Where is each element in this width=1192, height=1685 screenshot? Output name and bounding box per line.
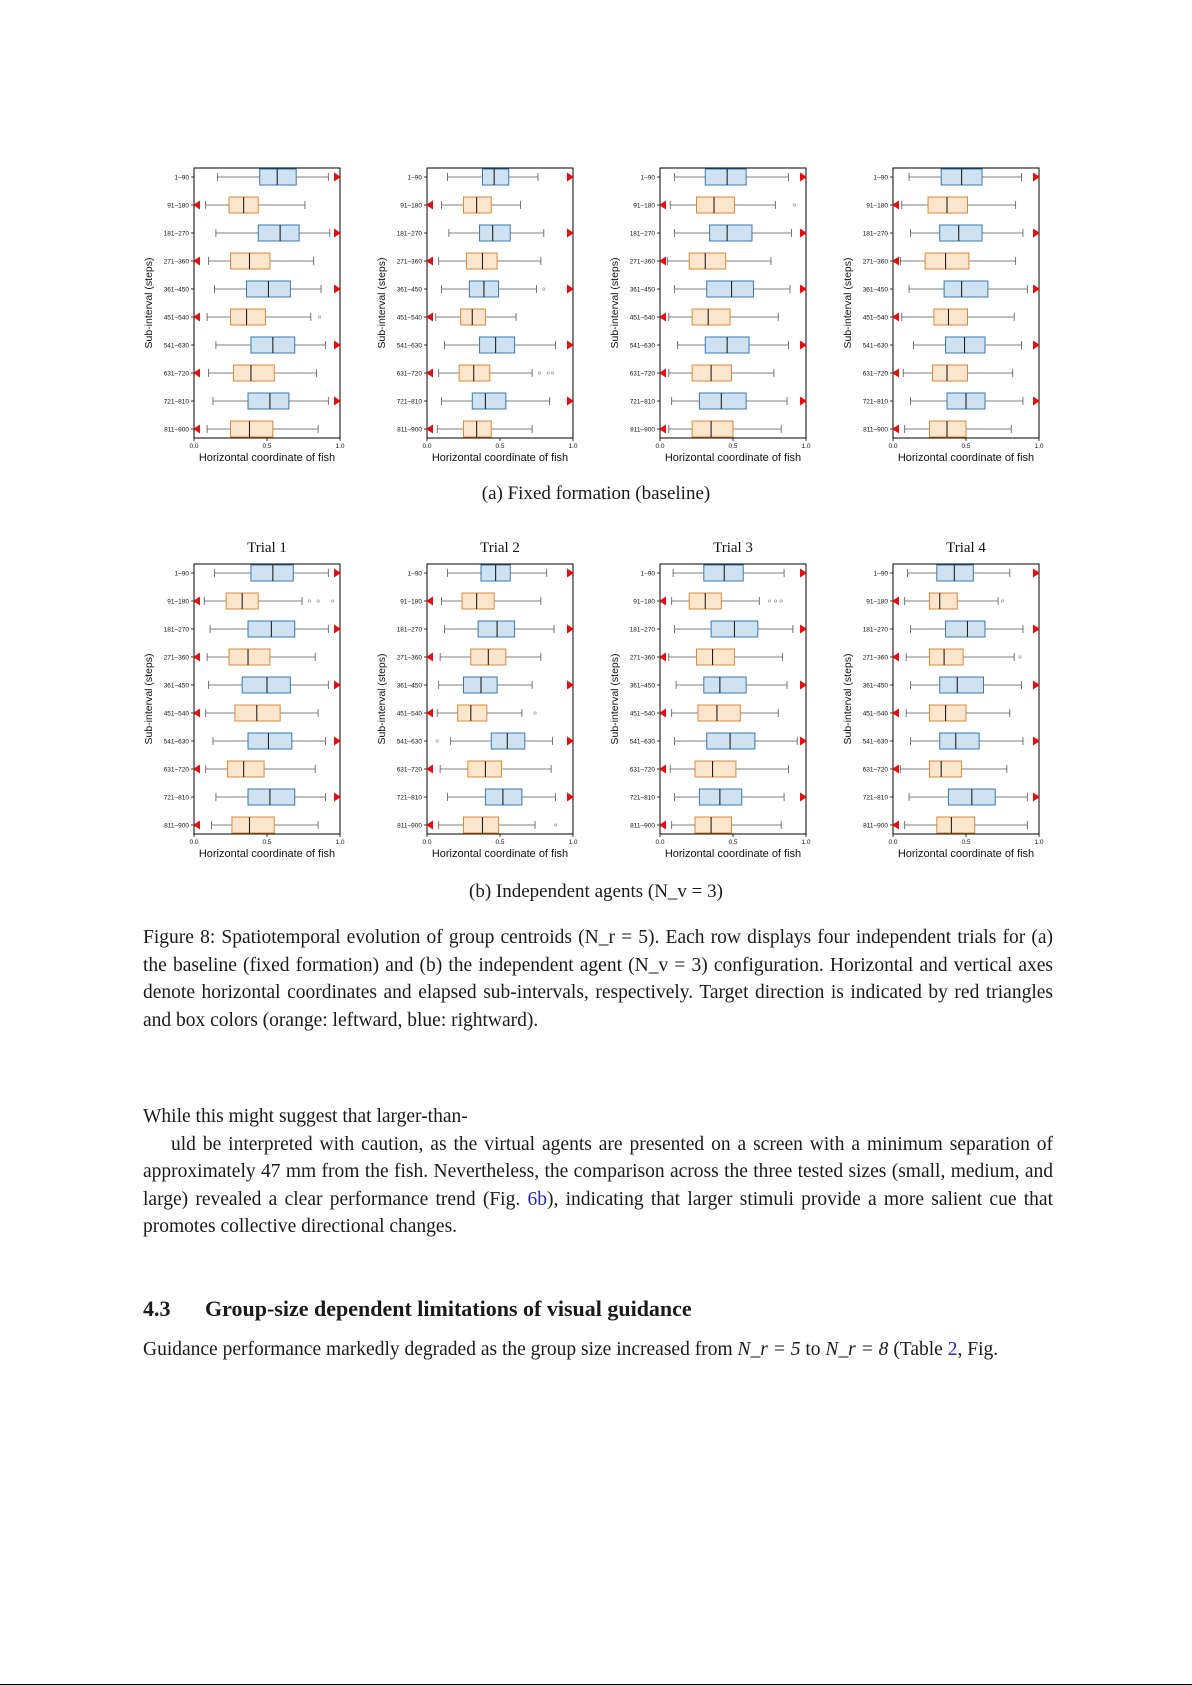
box xyxy=(235,705,280,721)
y-tick-label: 271–360 xyxy=(862,654,888,662)
y-tick-label: 1–90 xyxy=(407,570,422,578)
y-tick-label: 361–450 xyxy=(629,286,655,294)
y-tick-label: 631–720 xyxy=(396,370,422,378)
box xyxy=(482,169,508,185)
box xyxy=(930,761,962,777)
outlier-point xyxy=(780,600,782,602)
x-tick-label: 1.0 xyxy=(335,839,345,846)
box xyxy=(231,421,273,437)
box xyxy=(925,253,969,269)
y-tick-label: 361–450 xyxy=(163,682,189,690)
outlier-point xyxy=(436,740,438,742)
outlier-point xyxy=(793,204,795,206)
y-tick-label: 91–180 xyxy=(866,202,888,210)
box xyxy=(946,621,985,637)
panel-title: Trial 4 xyxy=(946,540,986,556)
x-tick-label: 1.0 xyxy=(1034,839,1044,846)
box xyxy=(692,365,731,381)
panel-title: Trial 3 xyxy=(713,540,753,556)
y-tick-label: 811–900 xyxy=(164,822,189,830)
y-tick-label: 1–90 xyxy=(640,570,655,578)
y-tick-label: 91–180 xyxy=(866,598,888,606)
y-tick-label: 451–540 xyxy=(629,710,655,718)
box xyxy=(940,225,982,241)
x-tick-label: 0.5 xyxy=(262,839,272,846)
y-tick-label: 1–90 xyxy=(174,570,189,578)
y-tick-label: 91–180 xyxy=(167,598,189,606)
x-tick-label: 0.0 xyxy=(655,443,665,450)
y-tick-label: 721–810 xyxy=(862,794,888,802)
x-tick-label: 0.5 xyxy=(961,443,971,450)
box xyxy=(707,733,755,749)
box xyxy=(233,365,274,381)
y-tick-label: 721–810 xyxy=(396,794,422,802)
y-axis-label: Sub-interval (steps) xyxy=(842,257,854,349)
y-tick-label: 721–810 xyxy=(163,398,189,406)
y-tick-label: 361–450 xyxy=(163,286,189,294)
box xyxy=(944,281,988,297)
panel-a4 xyxy=(842,168,1044,464)
y-tick-label: 631–720 xyxy=(396,766,422,774)
y-tick-label: 271–360 xyxy=(396,654,422,662)
x-tick-label: 0.5 xyxy=(495,443,505,450)
y-tick-label: 91–180 xyxy=(633,598,655,606)
box xyxy=(468,761,502,777)
y-tick-label: 451–540 xyxy=(396,314,422,322)
y-axis-label: Sub-interval (steps) xyxy=(376,257,388,349)
y-axis-label: Sub-interval (steps) xyxy=(376,653,388,745)
box xyxy=(934,309,968,325)
y-tick-label: 541–630 xyxy=(862,738,888,746)
x-tick-label: 1.0 xyxy=(1034,443,1044,450)
paragraph-1-tail: ), indicating that larger stimuli provide a more salient cue that promotes collective directional changes. xyxy=(143,1188,1053,1237)
box xyxy=(946,337,985,353)
box xyxy=(940,677,984,693)
box xyxy=(704,565,743,581)
y-tick-label: 721–810 xyxy=(629,794,655,802)
box xyxy=(937,817,975,833)
box xyxy=(466,253,497,269)
x-axis-label: Horizontal coordinate of fish xyxy=(198,848,336,860)
y-tick-label: 721–810 xyxy=(862,398,888,406)
section-number: 4.3 xyxy=(143,1296,171,1321)
paragraph-1-line-1: While this might suggest that larger-than- xyxy=(143,1106,468,1127)
y-tick-label: 451–540 xyxy=(163,314,189,322)
box xyxy=(930,593,958,609)
outlier-point xyxy=(1019,656,1021,658)
y-tick-label: 541–630 xyxy=(396,342,422,350)
panel-title: Trial 2 xyxy=(480,540,520,556)
box xyxy=(461,309,486,325)
box xyxy=(937,565,974,581)
box xyxy=(699,393,746,409)
box xyxy=(248,733,292,749)
y-tick-label: 811–900 xyxy=(630,822,655,830)
paragraph-2 xyxy=(143,1336,1053,1364)
box xyxy=(464,817,499,833)
y-axis-label: Sub-interval (steps) xyxy=(842,653,854,745)
y-tick-label: 1–90 xyxy=(640,174,655,182)
box xyxy=(485,789,522,805)
y-tick-label: 1–90 xyxy=(407,174,422,182)
box xyxy=(692,421,733,437)
box xyxy=(697,649,735,665)
y-tick-label: 721–810 xyxy=(163,794,189,802)
x-tick-label: 0.0 xyxy=(189,839,199,846)
nr-8: N_r = 8 xyxy=(825,1339,889,1360)
y-tick-label: 541–630 xyxy=(629,738,655,746)
y-tick-label: 271–360 xyxy=(629,258,655,266)
y-tick-label: 451–540 xyxy=(396,710,422,718)
x-tick-label: 0.0 xyxy=(888,839,898,846)
y-tick-label: 361–450 xyxy=(862,682,888,690)
y-tick-label: 541–630 xyxy=(862,342,888,350)
y-axis-label: Sub-interval (steps) xyxy=(609,653,621,745)
panel-b3 xyxy=(609,540,811,860)
y-tick-label: 451–540 xyxy=(163,710,189,718)
outlier-point xyxy=(538,372,540,374)
y-tick-label: 181–270 xyxy=(629,230,655,238)
panel-a2 xyxy=(376,168,578,464)
y-tick-label: 541–630 xyxy=(629,342,655,350)
x-tick-label: 0.0 xyxy=(888,443,898,450)
box xyxy=(491,733,525,749)
box xyxy=(480,337,515,353)
panel-b2 xyxy=(376,540,578,860)
paragraph-2-c: (Table xyxy=(888,1339,948,1360)
outlier-point xyxy=(547,372,549,374)
outlier-point xyxy=(308,600,310,602)
y-tick-label: 181–270 xyxy=(163,626,189,634)
y-tick-label: 541–630 xyxy=(396,738,422,746)
figure-6b-link[interactable]: 6b xyxy=(527,1188,547,1210)
section-title: Group-size dependent limitations of visual guidance xyxy=(205,1296,692,1321)
x-tick-label: 1.0 xyxy=(568,839,578,846)
y-tick-label: 811–900 xyxy=(863,426,888,434)
y-tick-label: 181–270 xyxy=(396,626,422,634)
subcaption-b: (b) Independent agents (N_v = 3) xyxy=(469,881,723,902)
y-axis-label: Sub-interval (steps) xyxy=(609,257,621,349)
subcaption-a: (a) Fixed formation (baseline) xyxy=(481,483,711,504)
box xyxy=(689,253,726,269)
paragraph-2-b: to xyxy=(800,1339,826,1360)
outlier-point xyxy=(1001,600,1003,602)
box xyxy=(458,705,487,721)
x-tick-label: 1.0 xyxy=(801,839,811,846)
y-tick-label: 271–360 xyxy=(862,258,888,266)
box xyxy=(464,197,492,213)
outlier-point xyxy=(318,316,320,318)
nr-5: N_r = 5 xyxy=(737,1339,801,1360)
box xyxy=(231,253,270,269)
y-tick-label: 1–90 xyxy=(174,174,189,182)
box xyxy=(478,621,514,637)
box xyxy=(692,309,730,325)
outlier-point xyxy=(551,372,553,374)
y-tick-label: 631–720 xyxy=(862,766,888,774)
x-tick-label: 0.5 xyxy=(262,443,272,450)
y-tick-label: 361–450 xyxy=(396,682,422,690)
y-tick-label: 1–90 xyxy=(873,174,888,182)
x-tick-label: 0.5 xyxy=(961,839,971,846)
box xyxy=(705,169,746,185)
x-tick-label: 0.0 xyxy=(422,443,432,450)
x-axis-label: Horizontal coordinate of fish xyxy=(897,452,1035,464)
y-tick-label: 811–900 xyxy=(164,426,189,434)
paragraph-1 xyxy=(143,1103,1053,1241)
panel-a1 xyxy=(143,168,345,464)
y-tick-label: 631–720 xyxy=(163,370,189,378)
y-tick-label: 721–810 xyxy=(629,398,655,406)
box xyxy=(940,733,979,749)
section-heading xyxy=(143,1296,1053,1322)
box xyxy=(258,225,299,241)
y-tick-label: 811–900 xyxy=(630,426,655,434)
y-tick-label: 811–900 xyxy=(397,426,422,434)
x-tick-label: 0.5 xyxy=(495,839,505,846)
y-tick-label: 811–900 xyxy=(863,822,888,830)
y-tick-label: 91–180 xyxy=(400,598,422,606)
outlier-point xyxy=(768,600,770,602)
y-tick-label: 541–630 xyxy=(163,342,189,350)
y-tick-label: 361–450 xyxy=(629,682,655,690)
y-tick-label: 181–270 xyxy=(163,230,189,238)
box xyxy=(228,761,265,777)
x-axis-label: Horizontal coordinate of fish xyxy=(897,848,1035,860)
box xyxy=(464,677,498,693)
y-tick-label: 271–360 xyxy=(163,654,189,662)
x-tick-label: 0.5 xyxy=(728,443,738,450)
y-tick-label: 181–270 xyxy=(396,230,422,238)
y-tick-label: 721–810 xyxy=(396,398,422,406)
y-axis-label: Sub-interval (steps) xyxy=(143,257,155,349)
y-tick-label: 631–720 xyxy=(629,766,655,774)
y-tick-label: 451–540 xyxy=(862,710,888,718)
box xyxy=(695,817,732,833)
y-tick-label: 361–450 xyxy=(396,286,422,294)
y-tick-label: 181–270 xyxy=(629,626,655,634)
box xyxy=(242,677,290,693)
y-tick-label: 271–360 xyxy=(396,258,422,266)
box xyxy=(251,565,293,581)
paragraph-2-d: , Fig. xyxy=(957,1339,999,1360)
table-2-link[interactable]: 2 xyxy=(947,1339,958,1360)
x-tick-label: 1.0 xyxy=(335,443,345,450)
outlier-point xyxy=(332,600,334,602)
box xyxy=(930,705,967,721)
x-axis-label: Horizontal coordinate of fish xyxy=(431,452,569,464)
x-tick-label: 1.0 xyxy=(801,443,811,450)
outlier-point xyxy=(317,600,319,602)
box xyxy=(459,365,490,381)
x-axis-label: Horizontal coordinate of fish xyxy=(198,452,336,464)
x-axis-label: Horizontal coordinate of fish xyxy=(664,452,802,464)
box xyxy=(932,365,967,381)
y-tick-label: 361–450 xyxy=(862,286,888,294)
box xyxy=(930,649,964,665)
box xyxy=(229,649,270,665)
outlier-point xyxy=(543,288,545,290)
panel-a3 xyxy=(609,168,811,464)
y-tick-label: 541–630 xyxy=(163,738,189,746)
paragraph-2-a: Guidance performance markedly degraded as the group size increased from xyxy=(143,1339,738,1360)
figure-caption: Figure 8: Spatiotemporal evolution of group centroids (N_r = 5). Each row displays four independent trials for (a) the baseline (fixed formation) and (b) the independent agent (N_v = 3) configuration. Horizontal and vertical axes denote horizontal coordinates and elapsed sub-intervals, respectively. Target direction is indicated by red triangles and box colors (orange: leftward, blue: rightward). xyxy=(143,927,1053,1031)
box xyxy=(472,393,506,409)
box xyxy=(480,225,511,241)
outlier-point xyxy=(554,824,556,826)
y-tick-label: 271–360 xyxy=(629,654,655,662)
y-tick-label: 181–270 xyxy=(862,626,888,634)
box xyxy=(464,421,492,437)
box xyxy=(699,789,741,805)
panel-title: Trial 1 xyxy=(247,540,287,556)
outlier-point xyxy=(774,600,776,602)
y-tick-label: 631–720 xyxy=(163,766,189,774)
y-tick-label: 91–180 xyxy=(167,202,189,210)
box xyxy=(462,593,494,609)
outlier-point xyxy=(534,712,536,714)
box xyxy=(710,225,752,241)
panel-b1 xyxy=(143,540,345,860)
y-tick-label: 91–180 xyxy=(400,202,422,210)
x-tick-label: 0.0 xyxy=(655,839,665,846)
box xyxy=(698,705,740,721)
y-tick-label: 631–720 xyxy=(629,370,655,378)
y-axis-label: Sub-interval (steps) xyxy=(143,653,155,745)
box xyxy=(930,421,967,437)
box xyxy=(231,309,266,325)
x-tick-label: 0.5 xyxy=(728,839,738,846)
y-tick-label: 181–270 xyxy=(862,230,888,238)
box xyxy=(248,789,295,805)
panel-b4 xyxy=(842,540,1044,860)
y-tick-label: 811–900 xyxy=(397,822,422,830)
x-tick-label: 0.0 xyxy=(422,839,432,846)
x-tick-label: 0.0 xyxy=(189,443,199,450)
y-tick-label: 271–360 xyxy=(163,258,189,266)
box xyxy=(707,281,754,297)
box xyxy=(704,677,746,693)
paragraph-1-body: uld be interpreted with caution, as the virtual agents are presented on a screen with a minimum separation of approximately 47 mm from the fish. Nevertheless, the comparison across the three tested sizes (small, medium, and large) revealed a clear performance trend (Fig. xyxy=(143,1133,1053,1210)
box xyxy=(260,169,297,185)
y-tick-label: 451–540 xyxy=(629,314,655,322)
y-tick-label: 91–180 xyxy=(633,202,655,210)
x-tick-label: 1.0 xyxy=(568,443,578,450)
y-tick-label: 631–720 xyxy=(862,370,888,378)
box xyxy=(697,197,735,213)
box xyxy=(928,197,967,213)
box xyxy=(248,393,289,409)
y-tick-label: 1–90 xyxy=(873,570,888,578)
box xyxy=(232,817,274,833)
y-tick-label: 451–540 xyxy=(862,314,888,322)
x-axis-label: Horizontal coordinate of fish xyxy=(431,848,569,860)
x-axis-label: Horizontal coordinate of fish xyxy=(664,848,802,860)
box xyxy=(695,761,736,777)
